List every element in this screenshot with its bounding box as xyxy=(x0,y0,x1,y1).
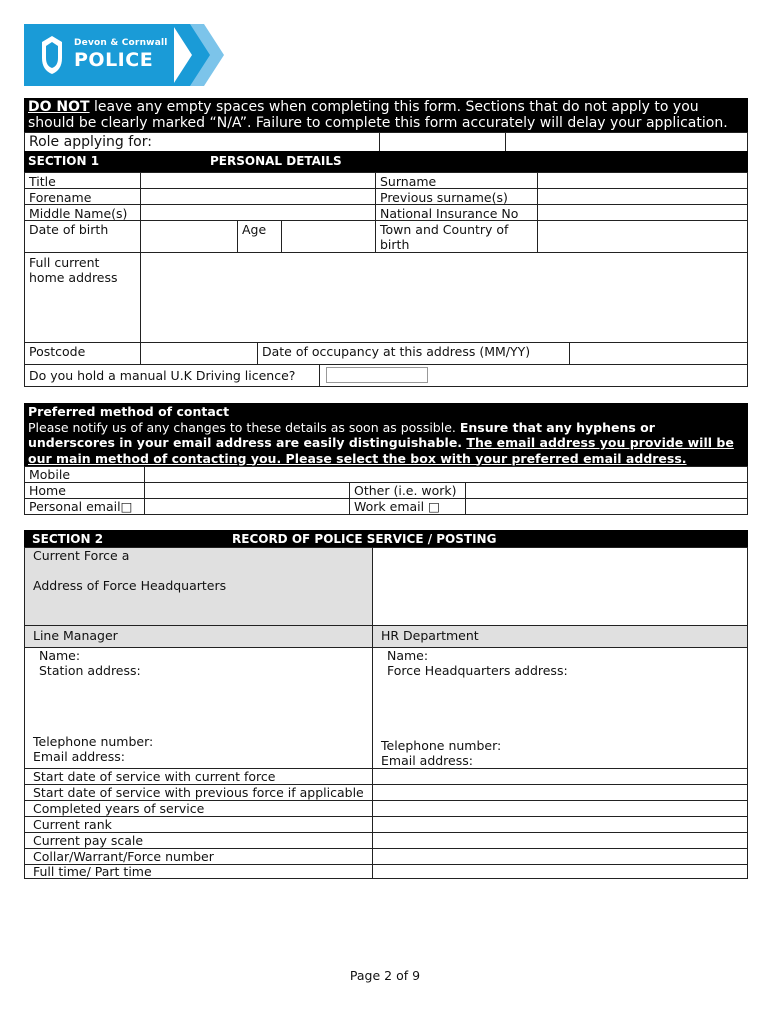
service-row-label: Completed years of service xyxy=(24,800,373,817)
service-row-input[interactable] xyxy=(372,864,748,879)
contact-hyphen-note: Ensure that any hyphens or underscores in your email address are easily distinguishable. xyxy=(28,419,655,450)
hr-tel-label: Telephone number: xyxy=(381,738,502,753)
other-input[interactable] xyxy=(465,482,748,499)
personal-email-label[interactable]: Personal email□ xyxy=(24,498,145,515)
licence-input[interactable] xyxy=(326,367,428,383)
home-label: Home xyxy=(24,482,145,499)
hr-address-label: Force Headquarters address: xyxy=(387,663,568,678)
personal-details-table xyxy=(24,172,748,387)
town-country-input[interactable] xyxy=(537,220,748,253)
lm-name-label: Name: xyxy=(39,648,81,663)
current-force-input[interactable] xyxy=(372,547,748,626)
ni-input[interactable] xyxy=(537,204,748,221)
service-row-label: Current pay scale xyxy=(24,832,373,849)
section1-number: SECTION 1 xyxy=(28,154,100,168)
current-force-cell xyxy=(24,547,373,626)
section1-title: PERSONAL DETAILS xyxy=(210,154,342,168)
instruction-banner xyxy=(24,98,748,132)
service-row-input[interactable] xyxy=(372,800,748,817)
contact-email-note: The email address you provide will be our main method of contacting you. Please select the box with your preferred email address. xyxy=(28,435,734,466)
page-number: Page 2 of 9 xyxy=(349,968,421,983)
service-row-label: Start date of service with current force xyxy=(24,768,373,785)
home-input[interactable] xyxy=(144,482,350,499)
prev-surname-input[interactable] xyxy=(537,188,748,205)
role-label: Role applying for: xyxy=(24,132,380,152)
service-row-input[interactable] xyxy=(372,832,748,849)
contact-table xyxy=(24,466,748,515)
address-hq-label: Address of Force Headquarters xyxy=(33,578,227,593)
work-email-input[interactable] xyxy=(465,498,748,515)
section1-header xyxy=(24,151,748,172)
postcode-input[interactable] xyxy=(140,342,258,365)
licence-label: Do you hold a manual U.K Driving licence? xyxy=(24,364,320,387)
occupancy-input[interactable] xyxy=(569,342,748,365)
service-row-label: Current rank xyxy=(24,816,373,833)
hr-details xyxy=(372,647,748,769)
banner-text: leave any empty spaces when completing this form. Sections that do not apply to you should be clearly marked “N/A”. Failure to complete this form accurately will delay your application. xyxy=(28,99,728,131)
lm-email-label: Email address: xyxy=(33,749,125,764)
postcode-label: Postcode xyxy=(24,342,141,365)
title-input[interactable] xyxy=(140,172,376,189)
ni-label: National Insurance No xyxy=(375,204,538,221)
lm-station-label: Station address: xyxy=(39,663,141,678)
licence-cell xyxy=(319,364,748,387)
contact-note: Please notify us of any changes to these details as soon as possible. xyxy=(28,419,460,435)
forename-input[interactable] xyxy=(140,188,376,205)
town-country-label: Town and Country of birth xyxy=(375,220,538,253)
service-row-label: Start date of service with previous force if applicable xyxy=(24,784,373,801)
logo-line2: POLICE xyxy=(74,49,154,71)
dob-label: Date of birth xyxy=(24,220,141,253)
service-row-input[interactable] xyxy=(372,816,748,833)
other-label: Other (i.e. work) xyxy=(349,482,466,499)
surname-label: Surname xyxy=(375,172,538,189)
service-row-input[interactable] xyxy=(372,768,748,785)
service-row-label: Collar/Warrant/Force number xyxy=(24,848,373,865)
section2-number: SECTION 2 xyxy=(32,532,104,546)
service-table xyxy=(24,547,748,879)
mobile-input[interactable] xyxy=(144,466,748,483)
section2-header xyxy=(24,530,748,548)
hr-name-label: Name: xyxy=(387,648,429,663)
age-input[interactable] xyxy=(281,220,376,253)
line-manager-label: Line Manager xyxy=(24,625,373,648)
logo-line1: Devon & Cornwall xyxy=(74,38,168,48)
title-label: Title xyxy=(24,172,141,189)
current-force-label: Current Force a xyxy=(33,548,130,563)
mobile-label: Mobile xyxy=(24,466,145,483)
hr-department-label: HR Department xyxy=(372,625,748,648)
personal-email-input[interactable] xyxy=(144,498,350,515)
role-input[interactable] xyxy=(379,132,506,152)
middle-name-input[interactable] xyxy=(140,204,376,221)
logo-panel xyxy=(24,24,174,86)
service-row-input[interactable] xyxy=(372,848,748,865)
lm-tel-label: Telephone number: xyxy=(33,734,154,749)
contact-banner xyxy=(24,403,748,466)
address-label: Full current home address xyxy=(24,252,141,343)
surname-input[interactable] xyxy=(537,172,748,189)
section2-title: RECORD OF POLICE SERVICE / POSTING xyxy=(232,532,497,546)
chevrons-icon xyxy=(172,24,228,86)
line-manager-details xyxy=(24,647,373,769)
occupancy-label: Date of occupancy at this address (MM/YY) xyxy=(257,342,570,365)
address-input[interactable] xyxy=(140,252,748,343)
police-logo xyxy=(24,24,226,86)
hr-email-label: Email address: xyxy=(381,753,473,768)
service-row-label: Full time/ Part time xyxy=(24,864,373,879)
work-email-label[interactable]: Work email □ xyxy=(349,498,466,515)
prev-surname-label: Previous surname(s) xyxy=(375,188,538,205)
contact-heading: Preferred method of contact xyxy=(28,404,230,419)
do-not-text: DO NOT xyxy=(28,99,90,115)
role-input-extra[interactable] xyxy=(505,132,748,152)
middle-name-label: Middle Name(s) xyxy=(24,204,141,221)
age-label: Age xyxy=(237,220,282,253)
forename-label: Forename xyxy=(24,188,141,205)
service-row-input[interactable] xyxy=(372,784,748,801)
dob-input[interactable] xyxy=(140,220,238,253)
crest-icon xyxy=(38,34,66,76)
